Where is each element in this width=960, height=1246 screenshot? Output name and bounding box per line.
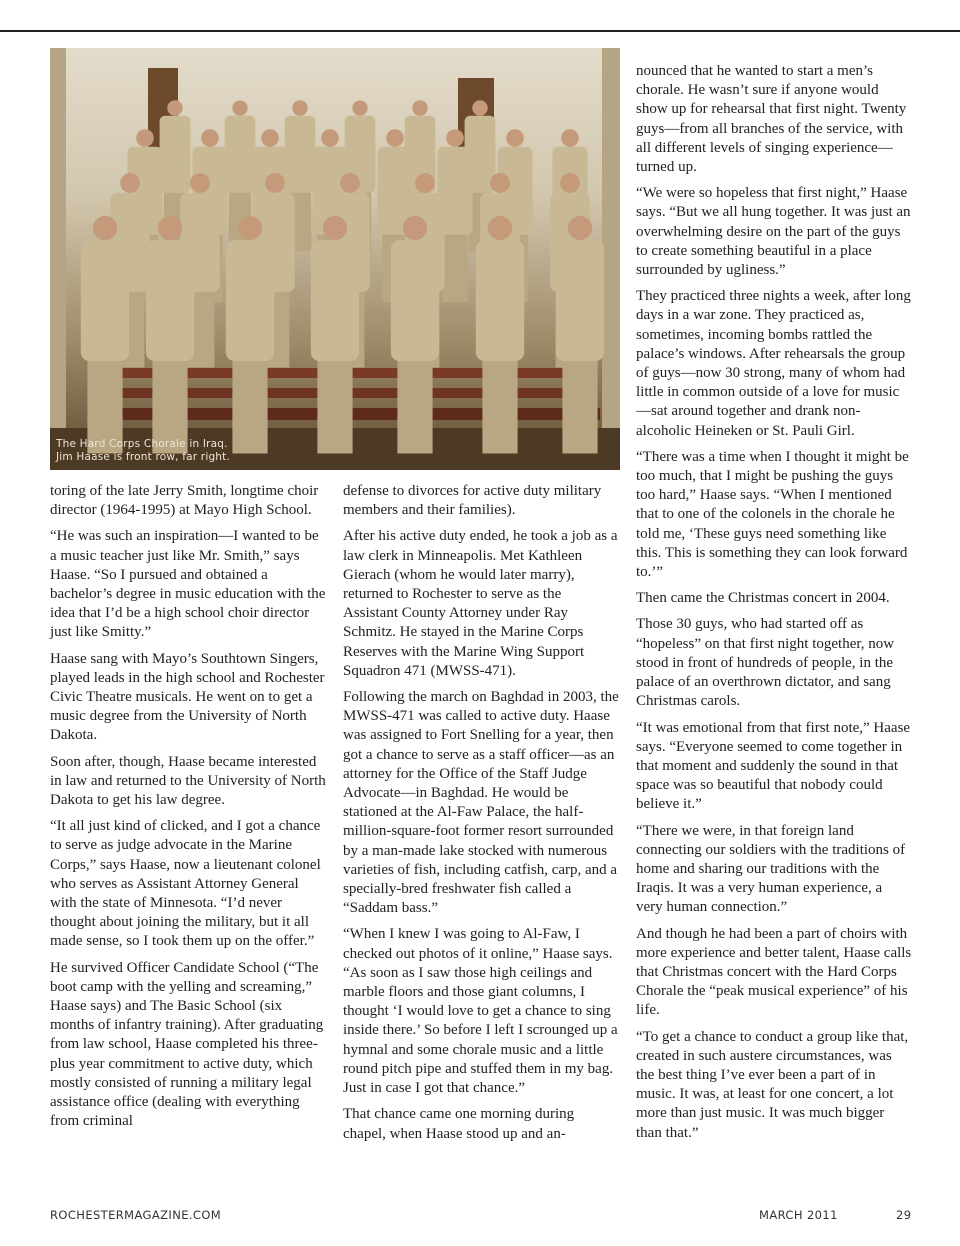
paragraph: Then came the Christmas concert in 2004. xyxy=(636,590,890,607)
paragraph: He survived Officer Candidate School (“The boot camp with the yelling and screaming,” Haase says) and The Basic School (six months of infantry training). After graduating from law school, Haase completed his three-plus year commitment to active duty, which mostly consisted of running a military legal assistance office (dealing with everything from criminal xyxy=(50,959,324,1130)
paragraph: That chance came one morning during chapel, when Haase stood up and an- xyxy=(343,1106,575,1142)
soldier-figure xyxy=(226,216,274,454)
paragraph: Those 30 guys, who had started off as “hopeless” on that first night together, now stood in front of hundreds of people, in the palace of an overthrown dictator, and sang Christmas carols. xyxy=(636,616,895,710)
paragraph: “When I knew I was going to Al-Faw, I checked out photos of it online,” Haase says. “As soon as I saw those high ceilings and marble floors and those giant columns, I thought ‘I would love to get a chance to sing inside there.’ So before I left I scrounged up a hymnal and some chorale music and a little round pitch pipe and stuffed them in my bag. Just in case I got that chance.” xyxy=(343,926,618,1097)
paragraph: And though he had been a part of choirs with more experience and better talent, Haase calls that Christmas concert with the Hard Corps Chorale the “peak musical experience” of his life. xyxy=(636,925,912,1019)
caption-line-2: Jim Haase is front row, far right. xyxy=(56,451,231,463)
soldier-figure xyxy=(556,216,604,454)
paragraph: Haase sang with Mayo’s Southtown Singers, played leads in the high school and Rochester Civic Theatre musicals. He went on to get a music degree from the University of North Dakota. xyxy=(50,650,325,744)
article-column-3 xyxy=(636,62,912,1150)
soldiers-illustration xyxy=(50,48,620,470)
paragraph: “We were so hopeless that first night,” Haase says. “But we all hung together. It was just an overwhelming desire on the part of the guys to create something beautiful in a place surrounded by ugliness.” xyxy=(636,185,911,279)
caption-line-1: The Hard Corps Chorale in Iraq. xyxy=(56,438,228,450)
soldier-figure xyxy=(146,216,194,454)
paragraph: “There was a time when I thought it might be too much, that I might be pushing the guys too hard,” Haase says. “When I mentioned that to one of the colonels in the chorale he told me, ‘These guys need something like this. This is something they can look forward to.’” xyxy=(636,448,909,581)
paragraph: “It was emotional from that first note,” Haase says. “Everyone seemed to come together in that moment and suddenly the sound in that space was so beautiful that nobody could believe it.” xyxy=(636,719,911,813)
footer-page-number: 29 xyxy=(896,1208,912,1222)
paragraph: Following the march on Baghdad in 2003, the MWSS-471 was called to active duty. Haase was assigned to Fort Snelling for a year, then got a chance to serve as a staff officer—as an attorney for the Office of the Staff Judge Advocate—in Baghdad. He would be stationed at the Al-Faw Palace, the half-million-square-foot former resort surrounded by a man-made lake stocked with numerous varieties of fish, including catfish, carp, and a specially-bred freshwater fish called a “Saddam bass.” xyxy=(343,689,619,917)
paragraph: After his active duty ended, he took a job as a law clerk in Minneapolis. Met Kathleen Gierach (whom he would later marry), returned to Rochester to serve as the Assistant County Attorney under Ray Schmitz. He stayed in the Marine Corps Reserves with the Marine Wing Support Squadron 471 (MWSS-471). xyxy=(343,528,618,679)
article-column-2 xyxy=(343,482,619,1151)
footer-issue: MARCH 2011 xyxy=(759,1208,838,1222)
paragraph: “He was such an inspiration—I wanted to be a music teacher just like Mr. Smith,” says Haase. “So I pursued and obtained a bachelor’s degree in music education with the idea that I’d be a high school choir director just like Smitty.” xyxy=(50,528,326,641)
paragraph: toring of the late Jerry Smith, longtime choir director (1964-1995) at Mayo High School. xyxy=(50,483,319,519)
paragraph: defense to divorces for active duty military members and their families). xyxy=(343,483,602,519)
footer-site: ROCHESTERMAGAZINE.COM xyxy=(50,1208,222,1222)
paragraph: Soon after, though, Haase became interested in law and returned to the University of North Dakota to get his law degree. xyxy=(50,753,326,809)
paragraph: “It all just kind of clicked, and I got a chance to serve as judge advocate in the Marine Corps,” says Haase, now a lieutenant colonel who serves as Assistant Attorney General with the state of Minnesota. “I’d never thought about joining the military, but it all made sense, so I took them up on the offer.” xyxy=(50,818,321,950)
chorale-photo xyxy=(50,48,620,470)
paragraph: “There we were, in that foreign land connecting our soldiers with the traditions of home and sharing our traditions with the Iraqis. It was a very human experience, a very human connection.” xyxy=(636,822,906,916)
article-column-1 xyxy=(50,482,326,1139)
top-rule xyxy=(0,30,960,32)
soldier-figure xyxy=(81,216,129,454)
soldier-figure xyxy=(476,216,524,454)
soldier-figure xyxy=(391,216,439,454)
soldier-figure xyxy=(311,216,359,454)
paragraph: nounced that he wanted to start a men’s chorale. He wasn’t sure if anyone would show up for rehearsal that first night. Twenty guys—from all branches of the service, with all different levels of singing experience—turned up. xyxy=(636,63,907,176)
paragraph: They practiced three nights a week, after long days in a war zone. They practiced as, sometimes, incoming bombs rattled the palace’s windows. After rehearsals the group of guys—now 30 strong, many of whom had little in common outside of a love for music—sat around together and drank non-alcoholic Heineken or St. Pauli Girl. xyxy=(636,288,911,439)
paragraph: “To get a chance to conduct a group like that, created in such austere circumstances, was the best thing I’ve ever been a part of in music. It was, at least for one concert, a lot more than just music. It was much bigger than that.” xyxy=(636,1028,909,1141)
photo-caption xyxy=(56,438,230,464)
